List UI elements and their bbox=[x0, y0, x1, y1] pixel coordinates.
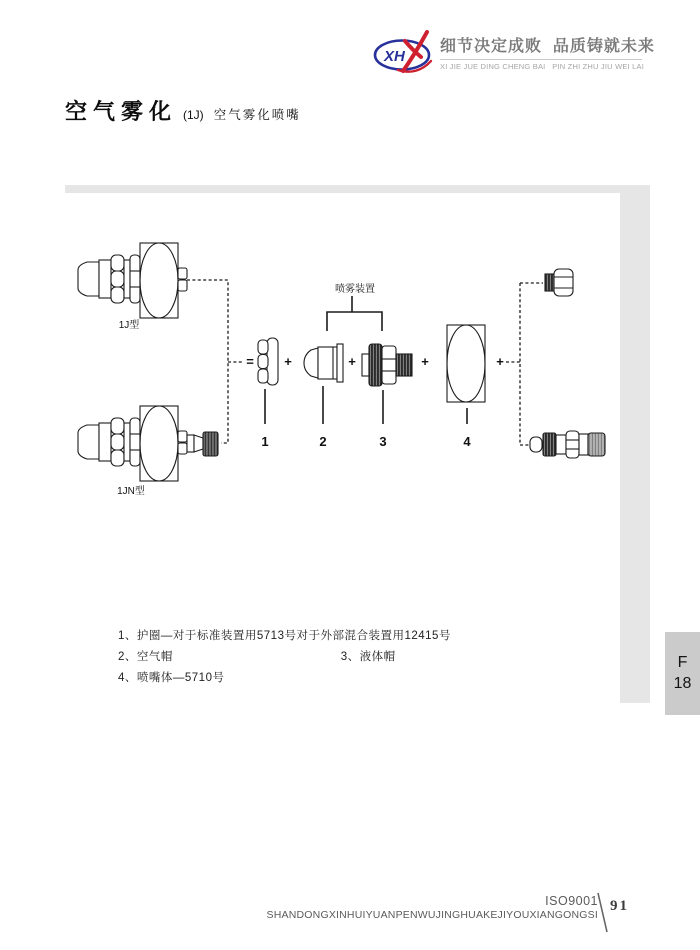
footer-slash bbox=[596, 892, 610, 934]
footer-company: SHANDONGXINHUIYUANPENWUJINGHUAKEJIYOUXIANGONGSI bbox=[266, 909, 598, 921]
legend-item-2: 2、空气帽 bbox=[118, 651, 173, 663]
page-title bbox=[65, 95, 301, 126]
legend-item-4: 4、喷嘴体—5710号 bbox=[118, 672, 225, 684]
title-main: 空气雾化 bbox=[65, 99, 178, 124]
dashed-connector-left bbox=[187, 280, 228, 443]
needle-assembly-drawing bbox=[530, 431, 605, 458]
part-number-2: 2 bbox=[319, 434, 327, 449]
assembly-1jn-needle bbox=[187, 432, 218, 456]
plus-sign-4: + bbox=[496, 354, 504, 369]
model-label-1jn: 1JN型 bbox=[117, 486, 145, 497]
dashed-connector-right bbox=[506, 283, 543, 445]
equals-sign: = bbox=[246, 354, 254, 369]
model-label-1j: 1J型 bbox=[118, 320, 140, 331]
part-2-air-cap bbox=[304, 344, 343, 382]
slogan-chinese: 细节决定成败 品质铸就未来 bbox=[440, 38, 655, 55]
title-code: (1J) bbox=[183, 108, 204, 122]
plus-sign-3: + bbox=[421, 354, 429, 369]
title-subtitle: 空气雾化喷嘴 bbox=[213, 108, 301, 122]
slogan-divider bbox=[440, 59, 642, 60]
tab-letter: F bbox=[677, 654, 688, 671]
nozzle-exploded-diagram bbox=[65, 228, 625, 513]
tab-number: 18 bbox=[673, 675, 692, 692]
header-slogan bbox=[440, 33, 655, 71]
part-1-retaining-ring bbox=[258, 338, 278, 385]
plus-sign-1: + bbox=[284, 354, 292, 369]
diagram-top-bar bbox=[65, 185, 621, 193]
part-number-3: 3 bbox=[379, 434, 387, 449]
plug-fitting-drawing bbox=[545, 269, 573, 296]
assembly-1jn-body bbox=[78, 406, 187, 481]
part-4-nozzle-body bbox=[447, 325, 485, 402]
page-number: 91 bbox=[610, 898, 629, 914]
slogan-pinyin: XI JIE JUE DING CHENG BAI PIN ZHI ZHU JIU WEI LAI bbox=[440, 62, 644, 71]
legend-line-1: 1、护圈—对于标准装置用5713号对于外部混合装置用12415号 bbox=[118, 630, 451, 642]
spray-device-bracket bbox=[327, 296, 382, 331]
legend-line-2 bbox=[118, 647, 451, 668]
footer-cert: ISO9001 bbox=[545, 894, 598, 908]
logo-text: XH bbox=[384, 48, 405, 65]
part-3-liquid-cap bbox=[362, 344, 412, 386]
section-tab-f18 bbox=[665, 632, 700, 715]
footer bbox=[0, 894, 598, 921]
spray-device-label: 喷雾装置 bbox=[335, 284, 375, 295]
legend-item-3: 3、液体帽 bbox=[340, 651, 396, 663]
part-number-1: 1 bbox=[261, 434, 269, 449]
parts-legend bbox=[118, 626, 451, 689]
nozzle-body-drawing bbox=[78, 243, 187, 318]
company-logo bbox=[372, 30, 438, 76]
plus-sign-2: + bbox=[348, 354, 356, 369]
part-number-4: 4 bbox=[463, 434, 471, 449]
